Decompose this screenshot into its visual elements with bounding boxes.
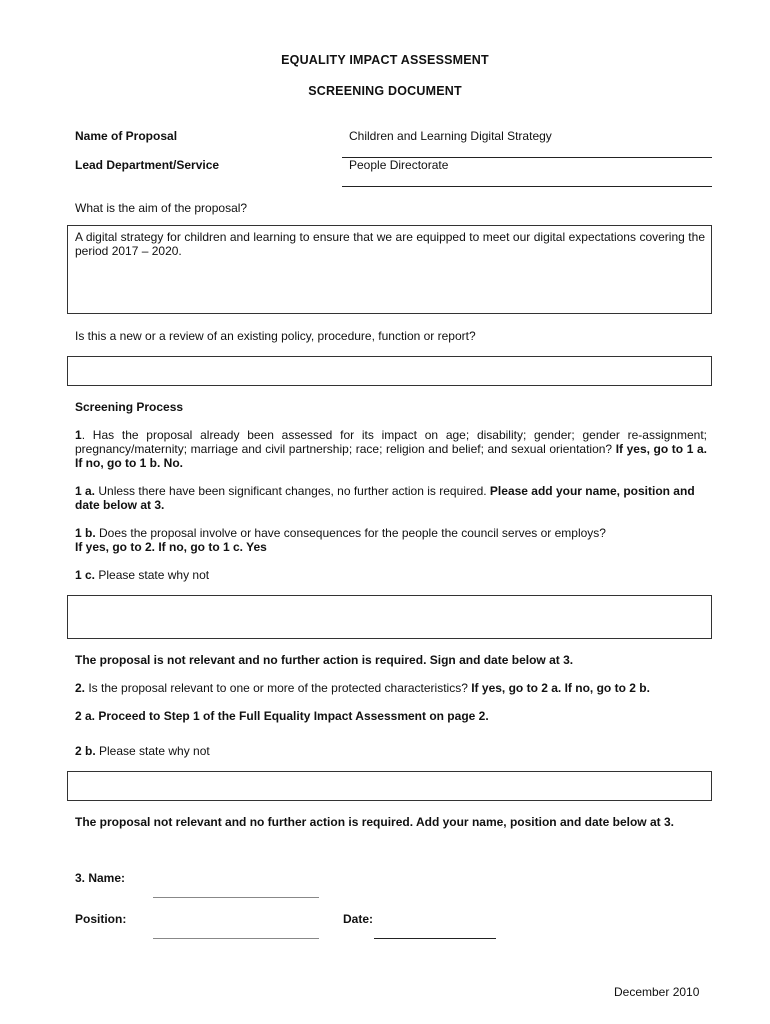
footer-date: December 2010 <box>614 985 700 999</box>
question-1 <box>75 428 707 470</box>
department-underline <box>342 186 712 187</box>
question-2b-text: Please state why not <box>95 744 210 758</box>
name-field[interactable] <box>153 883 319 897</box>
name-signature-line <box>153 897 319 898</box>
not-relevant-1-main: The proposal is not relevant and no further action is required <box>75 653 424 667</box>
question-2b-answer-box[interactable] <box>67 771 712 801</box>
question-1c-number: 1 c. <box>75 568 96 582</box>
question-1c-text: Please state why not <box>95 568 210 582</box>
question-1a-number: 1 a. <box>75 484 96 498</box>
not-relevant-statement-1 <box>75 653 707 667</box>
name-label: 3. Name: <box>75 871 126 885</box>
question-1b-text: Does the proposal involve or have consequences for the people the council serves or employs? <box>95 526 606 540</box>
question-2-text: Is the proposal relevant to one or more of the protected characteristics? <box>85 681 468 695</box>
question-1b-number: 1 b. <box>75 526 96 540</box>
question-1c-answer-box[interactable] <box>67 595 712 639</box>
date-field[interactable] <box>374 924 496 938</box>
question-2b-number: 2 b. <box>75 744 96 758</box>
question-2-number: 2. <box>75 681 86 695</box>
not-relevant-1-instruction: . Sign and date below at 3. <box>423 653 574 667</box>
document-title: EQUALITY IMPACT ASSESSMENT <box>281 53 489 67</box>
policy-type-question: Is this a new or a review of an existing policy, procedure, function or report? <box>75 329 476 343</box>
question-1a <box>75 484 707 512</box>
question-1-number: 1 <box>75 428 82 442</box>
question-2a: 2 a. Proceed to Step 1 of the Full Equality Impact Assessment on page 2. <box>75 709 489 723</box>
question-1-text: . Has the proposal already been assessed for its impact on age; disability; gender; gender re-assignment; pregnancy/maternity; marriage and civil partnership; race; religion and belief; and sexual orientation? <box>75 428 707 456</box>
question-1a-instruction: Please add your name, position and date below at 3. <box>75 484 695 512</box>
question-1b <box>75 526 707 554</box>
position-label: Position: <box>75 912 127 926</box>
department-value: People Directorate <box>349 158 449 172</box>
question-2b <box>75 744 707 758</box>
position-field[interactable] <box>153 924 319 938</box>
position-signature-line <box>153 938 319 939</box>
name-value <box>153 883 319 897</box>
department-label: Lead Department/Service <box>75 158 220 172</box>
proposal-label: Name of Proposal <box>75 129 178 143</box>
date-value <box>374 924 496 938</box>
not-relevant-2-main: The proposal not relevant and no further action is required <box>75 815 410 829</box>
document-subtitle: SCREENING DOCUMENT <box>308 84 462 98</box>
position-value <box>153 924 319 938</box>
question-2-instruction: If yes, go to 2 a. If no, go to 2 b. <box>467 681 650 695</box>
question-1a-text: Unless there have been significant changes, no further action is required. <box>95 484 487 498</box>
aim-answer-box[interactable] <box>67 225 712 314</box>
aim-question: What is the aim of the proposal? <box>75 201 248 215</box>
question-1-instruction: If yes, go to 1 a. If no, go to 1 b. No. <box>75 442 707 470</box>
not-relevant-statement-2 <box>75 815 707 829</box>
date-signature-line <box>374 938 496 939</box>
question-1c <box>75 568 707 582</box>
not-relevant-2-instruction: . Add your name, position and date below at 3. <box>409 815 674 829</box>
date-label: Date: <box>343 912 374 926</box>
question-1b-instruction: If yes, go to 2. If no, go to 1 c. Yes <box>75 540 267 554</box>
proposal-value: Children and Learning Digital Strategy <box>349 129 552 143</box>
screening-heading: Screening Process <box>75 400 184 414</box>
question-2 <box>75 681 707 695</box>
policy-type-answer-box[interactable] <box>67 356 712 386</box>
aim-answer-text: A digital strategy for children and learning to ensure that we are equipped to meet our digital expectations covering the period 2017 – 2020. <box>75 230 705 258</box>
